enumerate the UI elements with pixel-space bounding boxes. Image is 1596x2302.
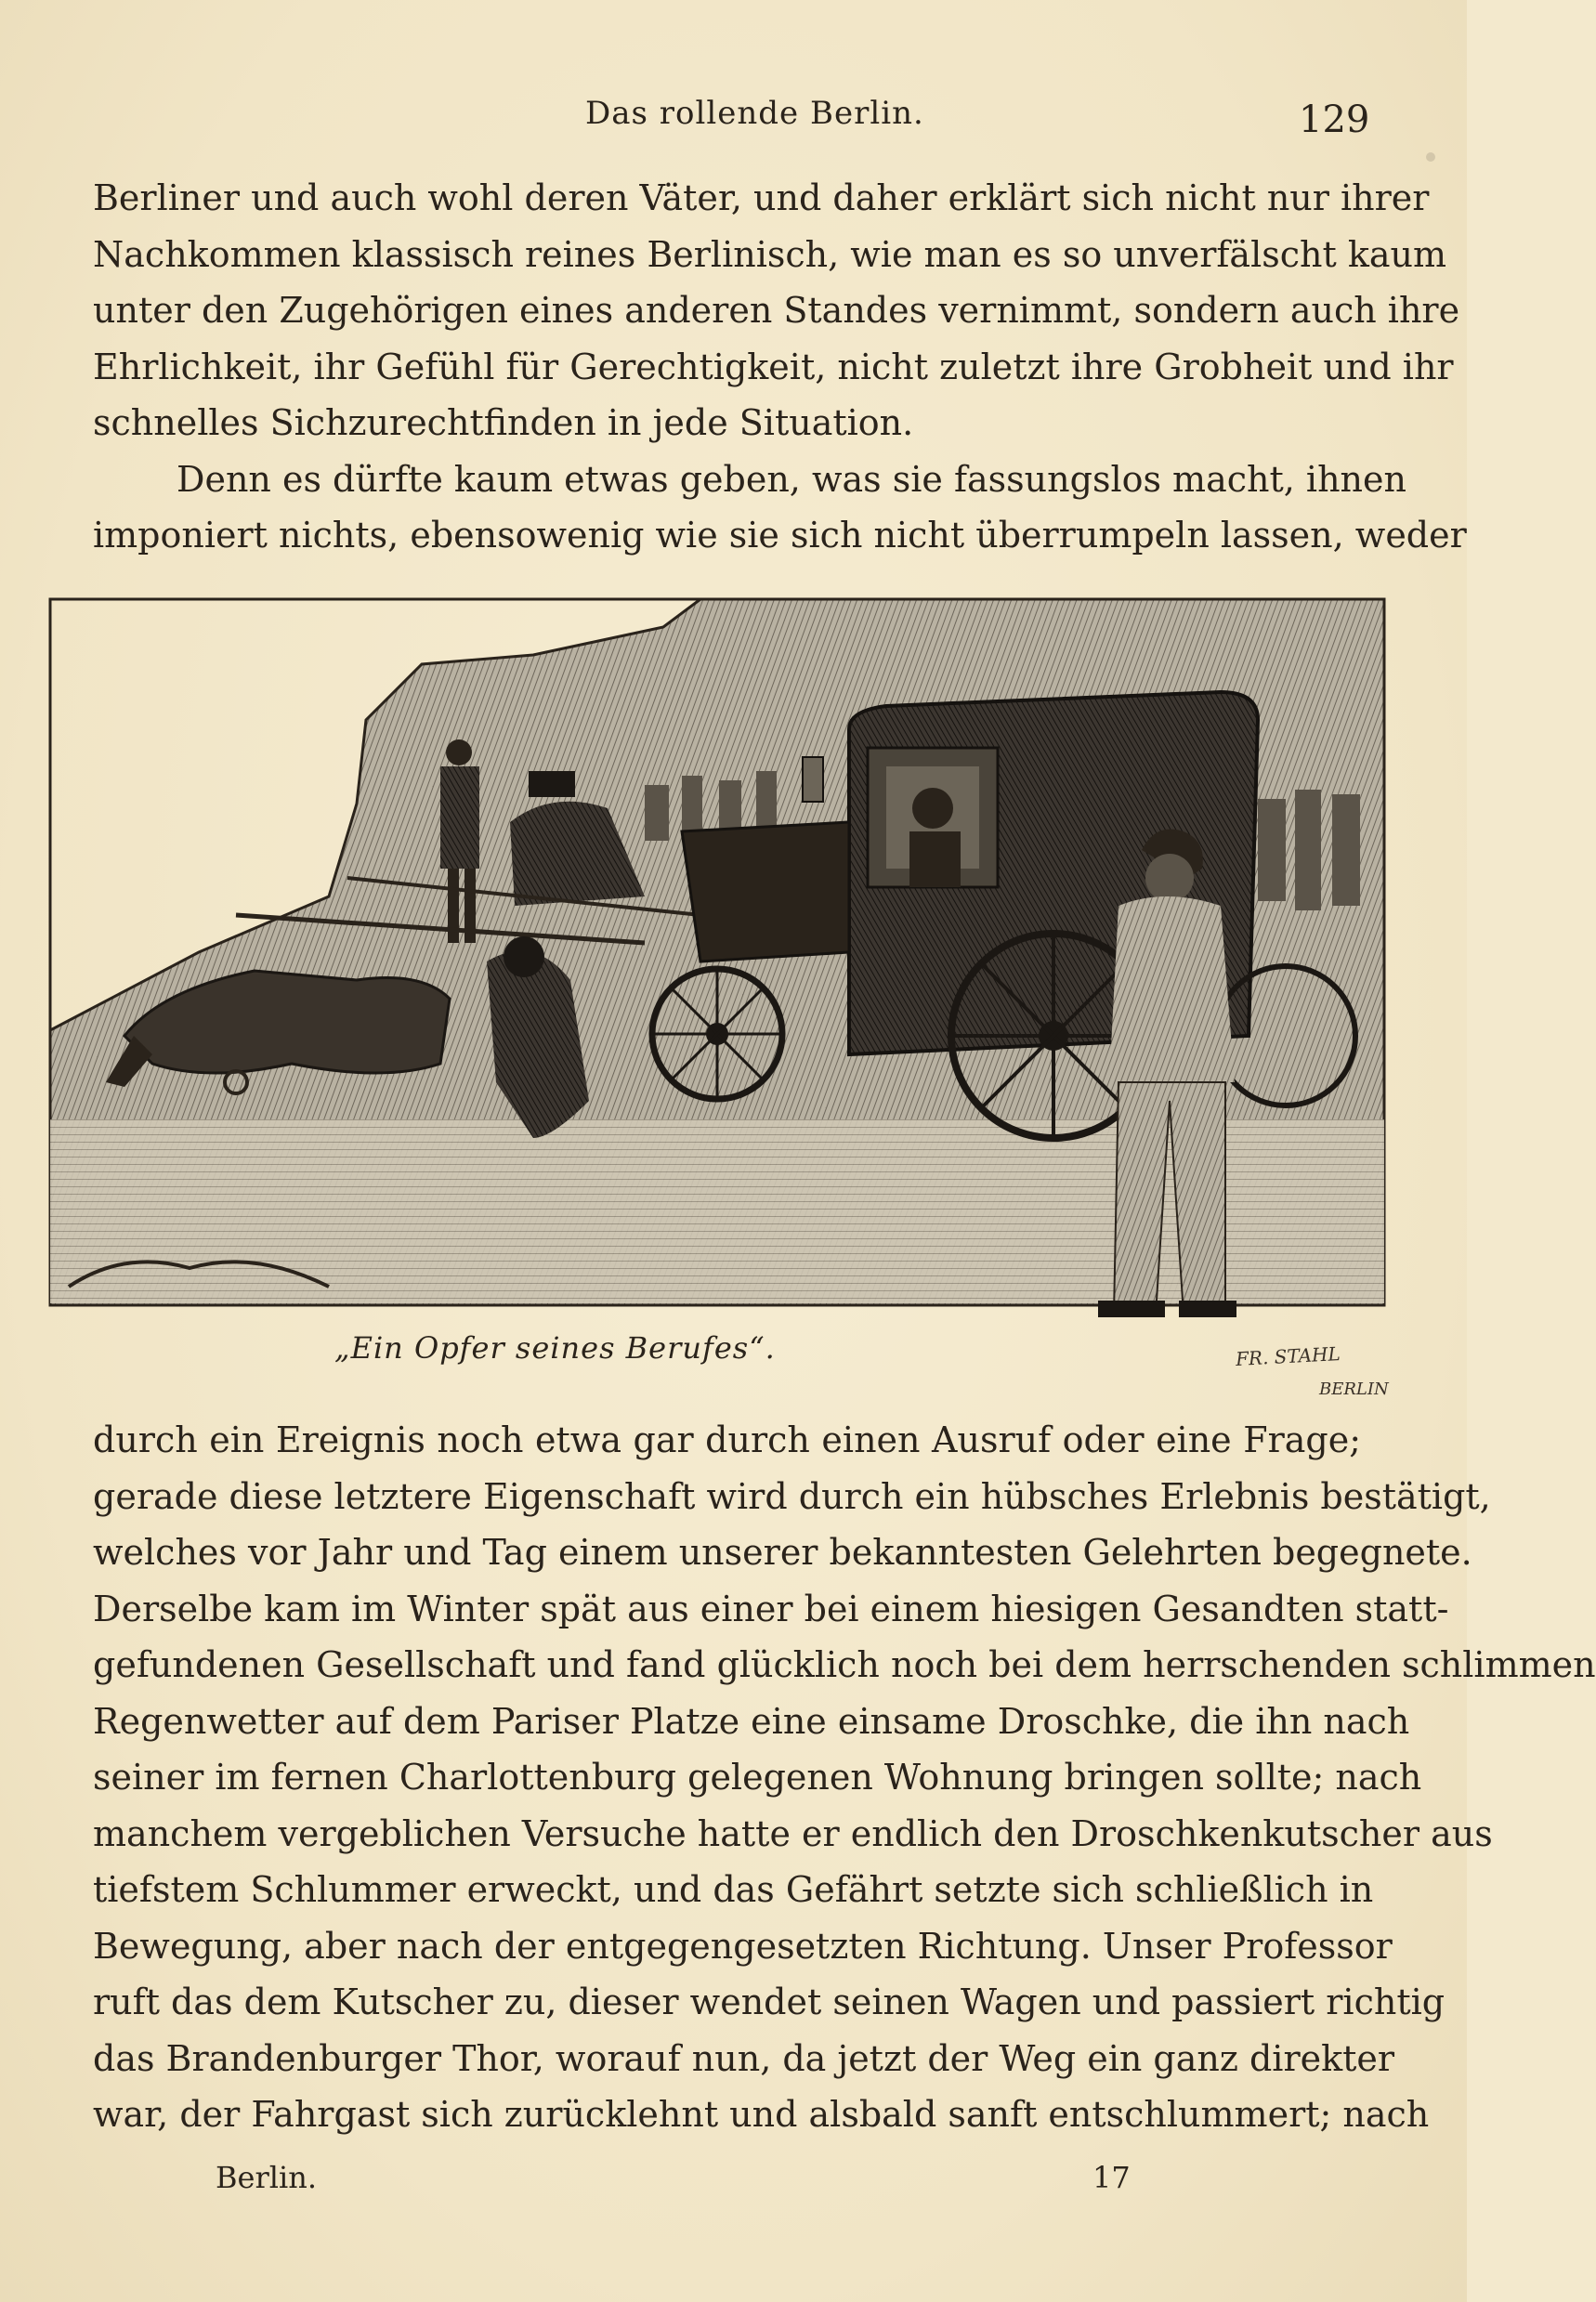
text-line: Berliner und auch wohl deren Väter, und daher erklärt sich nicht nur ihrer <box>93 177 1430 218</box>
text-line: ruft das dem Kutscher zu, dieser wendet seinen Wagen und passiert richtig <box>93 1982 1446 2022</box>
text-line: Nachkommen klassisch reines Berlinisch, wie man es so unverfälscht kaum <box>93 233 1447 275</box>
running-head: Das rollende Berlin. <box>585 95 924 132</box>
text-line: schnelles Sichzurechtfinden in jede Situation. <box>93 402 914 443</box>
text-line: Denn es dürfte kaum etwas geben, was sie fassungslos macht, ihnen <box>177 458 1406 500</box>
text-line: imponiert nichts, ebensowenig wie sie sich nicht überrumpeln lassen, weder <box>93 515 1467 556</box>
artist-signature: FR. STAHL <box>1235 1342 1341 1370</box>
text-block-bottom <box>93 1412 1596 2143</box>
text-line: welches vor Jahr und Tag einem unserer bekanntesten Gelehrten begegnete. <box>93 1532 1472 1573</box>
text-line: war, der Fahrgast sich zurücklehnt und alsbald sanft entschlummert; nach <box>93 2094 1430 2135</box>
page-header <box>0 93 1467 139</box>
text-line: gerade diese letztere Eigenschaft wird durch ein hübsches Erlebnis bestätigt, <box>93 1475 1491 1517</box>
text-block-top <box>93 170 1467 564</box>
text-line: Regenwetter auf dem Pariser Platze eine einsame Droschke, die ihn nach <box>93 1700 1410 1742</box>
text-line: unter den Zugehörigen eines anderen Standes vernimmt, sondern auch ihre <box>93 290 1460 331</box>
text-line: durch ein Ereignis noch etwa gar durch einen Ausruf oder eine Frage; <box>93 1419 1361 1460</box>
sheet-number: 17 <box>1092 2160 1131 2195</box>
text-line: Bewegung, aber nach der entgegengesetzten Richtung. Unser Professor <box>93 1925 1393 1967</box>
text-line: tiefstem Schlummer erweckt, und das Gefährt setzte sich schließlich in <box>93 1869 1374 1910</box>
text-line: seiner im fernen Charlottenburg gelegenen Wohnung bringen sollte; nach <box>93 1757 1422 1798</box>
signature-mark: Berlin. <box>216 2160 317 2195</box>
text-line: das Brandenburger Thor, worauf nun, da jetzt der Weg ein ganz direkter <box>93 2037 1395 2079</box>
text-line: gefundenen Gesellschaft und fand glücklich noch bei dem herrschenden schlimmen <box>93 1644 1596 1685</box>
text-line: Ehrlichkeit, ihr Gefühl für Gerechtigkeit, nicht zuletzt ihre Grobheit und ihr <box>93 346 1454 387</box>
text-line: Derselbe kam im Winter spät aus einer bei einem hiesigen Gesandten statt- <box>93 1588 1449 1629</box>
page-footer <box>0 2160 1467 2206</box>
artist-city: BERLIN <box>1319 1380 1389 1399</box>
page-number: 129 <box>1299 98 1370 141</box>
page-speck <box>1426 152 1435 162</box>
text-line: manchem vergeblichen Versuche hatte er endlich den Droschkenkutscher aus <box>93 1812 1493 1854</box>
engraving-illustration <box>50 599 1384 1398</box>
figure-caption: „Ein Opfer seines Berufes“. <box>334 1330 776 1366</box>
